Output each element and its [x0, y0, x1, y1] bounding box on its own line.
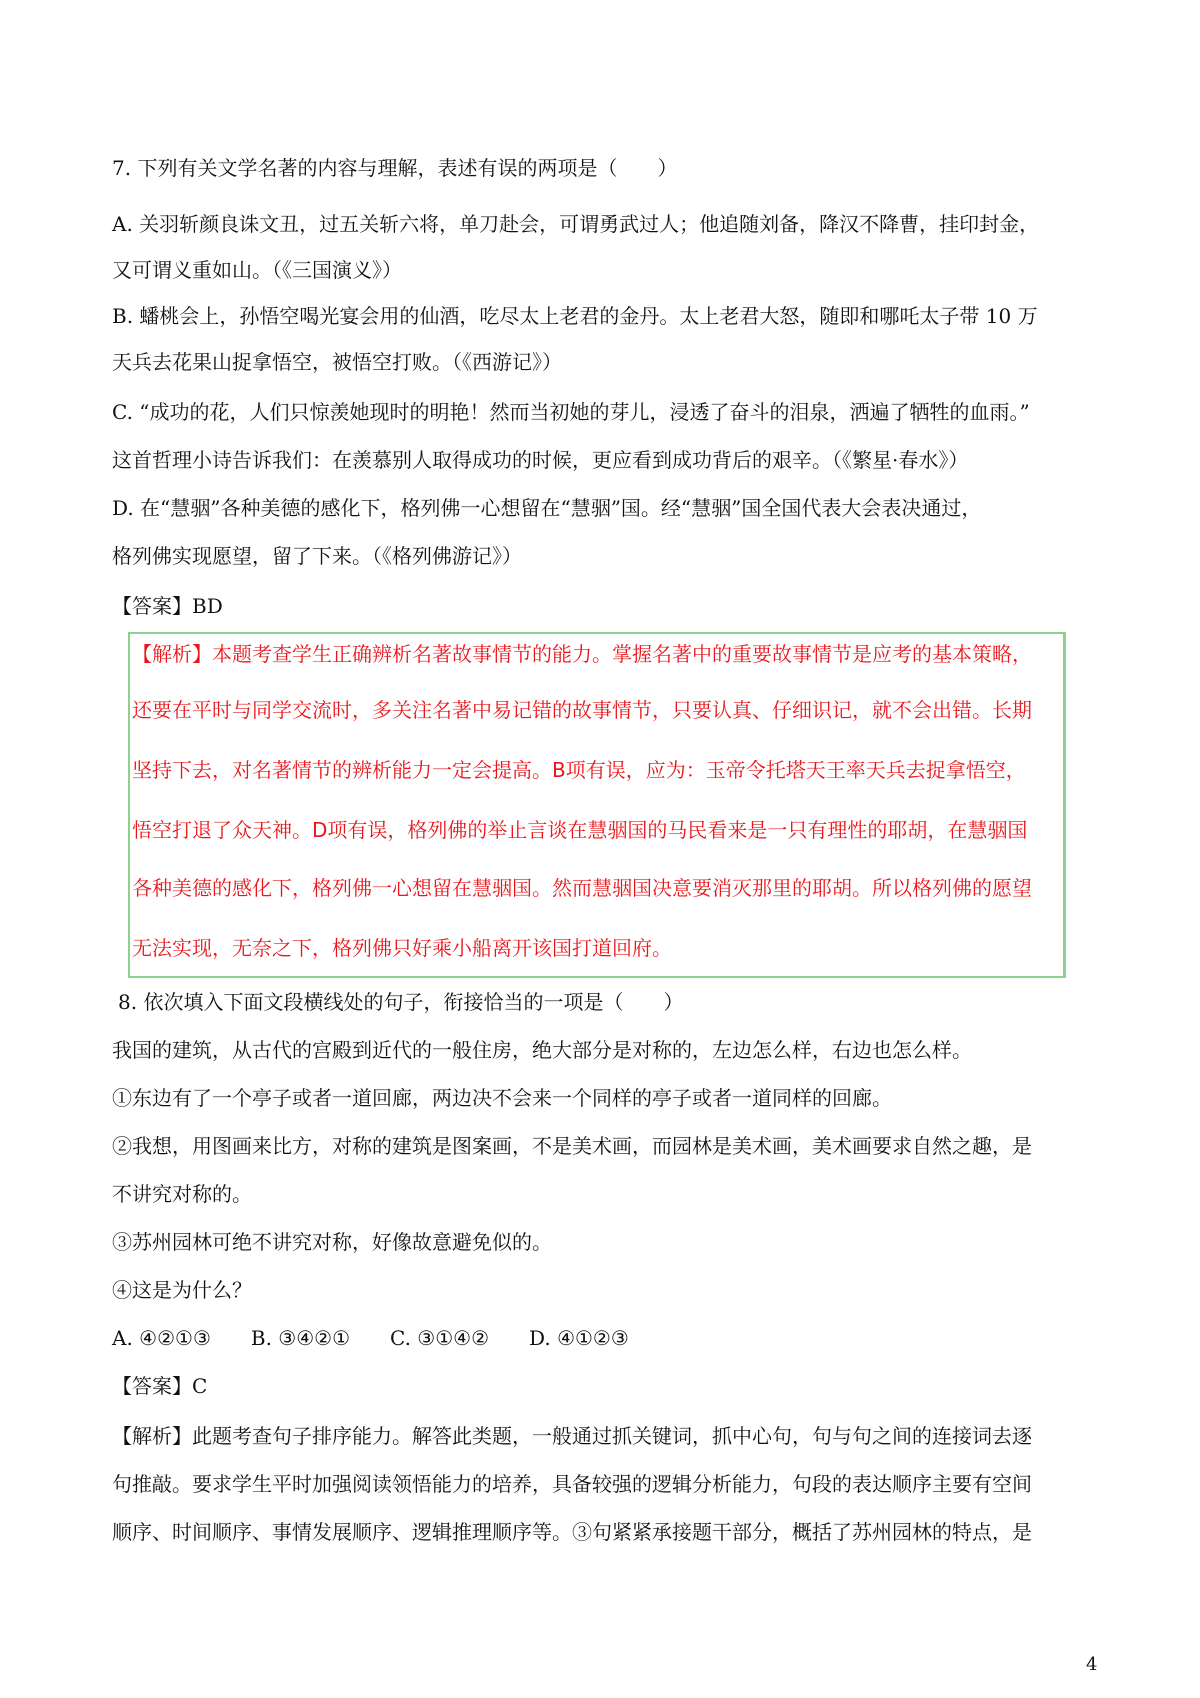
question-7-analysis-box	[128, 632, 1066, 978]
question-8-choices: A. ④②①③ B. ③④②① C. ③①④② D. ④①②③	[112, 1326, 629, 1350]
question-7-analysis-line: 【解析】本题考查学生正确辨析名著故事情节的能力。掌握名著中的重要故事情节是应考的基本策略，	[132, 642, 1032, 666]
question-7-analysis-line: 还要在平时与同学交流时，多关注名著中易记错的故事情节，只要认真、仔细识记，就不会出错。长期	[132, 698, 1032, 722]
question-7-option-d-line-2: 格列佛实现愿望，留了下来。（《格列佛游记》）	[112, 544, 522, 568]
question-8-sentence-2-line-1: ②我想，用图画来比方，对称的建筑是图案画，不是美术画，而园林是美术画，美术画要求自然之趣，是	[112, 1134, 1032, 1158]
question-8-sentence-2-line-2: 不讲究对称的。	[112, 1182, 252, 1206]
question-8-sentence-1: ①东边有了一个亭子或者一道回廊，两边决不会来一个同样的亭子或者一道同样的回廊。	[112, 1086, 892, 1110]
question-7-option-a-line-1: A. 关羽斩颜良诛文丑，过五关斩六将，单刀赴会，可谓勇武过人；他追随刘备，降汉不降曹，挂印封金，	[112, 212, 1040, 236]
question-7-answer: 【答案】BD	[112, 594, 223, 618]
question-7-option-c-line-2: 这首哲理小诗告诉我们：在羡慕别人取得成功的时候，更应看到成功背后的艰辛。（《繁星·春水》）	[112, 448, 969, 472]
question-7-option-d-line-1: D. 在“慧骃”各种美德的感化下，格列佛一心想留在“慧骃”国。经“慧骃”国全国代表大会表决通过，	[112, 496, 982, 520]
question-7-analysis-line: 坚持下去，对名著情节的辨析能力一定会提高。B项有误，应为：玉帝令托塔天王率天兵去捉拿悟空，	[132, 758, 1026, 782]
question-7-stem: 7. 下列有关文学名著的内容与理解，表述有误的两项是（ ）	[112, 156, 678, 180]
question-7-option-a-line-2: 又可谓义重如山。（《三国演义》）	[112, 258, 402, 282]
question-7-option-b-line-1: B. 蟠桃会上，孙悟空喝光宴会用的仙酒，吃尽太上老君的金丹。太上老君大怒，随即和哪吒太子带 10 万	[112, 304, 1038, 328]
question-7-analysis-line: 无法实现，无奈之下，格列佛只好乘小船离开该国打道回府。	[132, 936, 672, 960]
question-7-option-b-line-2: 天兵去花果山捉拿悟空，被悟空打败。（《西游记》）	[112, 350, 562, 374]
question-8-analysis-line-3: 顺序、时间顺序、事情发展顺序、逻辑推理顺序等。③句紧紧承接题干部分，概括了苏州园林的特点，是	[112, 1520, 1032, 1544]
question-8-analysis-line-2: 句推敲。要求学生平时加强阅读领悟能力的培养，具备较强的逻辑分析能力，句段的表达顺序主要有空间	[112, 1472, 1032, 1496]
question-8-sentence-4: ④这是为什么？	[112, 1278, 252, 1302]
question-7-analysis-line: 悟空打退了众天神。D项有误，格列佛的举止言谈在慧骃国的马民看来是一只有理性的耶胡，在慧骃国	[132, 818, 1028, 842]
page-number: 4	[1086, 1654, 1098, 1675]
question-7-option-c-line-1: C. “成功的花，人们只惊羡她现时的明艳！然而当初她的芽儿，浸透了奋斗的泪泉，洒遍了牺牲的血雨。”	[112, 400, 1030, 424]
question-7-analysis-line: 各种美德的感化下，格列佛一心想留在慧骃国。然而慧骃国决意要消灭那里的耶胡。所以格列佛的愿望	[132, 876, 1032, 900]
question-8-answer: 【答案】C	[112, 1374, 208, 1398]
question-8-analysis-line-1: 【解析】此题考查句子排序能力。解答此类题，一般通过抓关键词，抓中心句，句与句之间的连接词去逐	[112, 1424, 1032, 1448]
question-8-sentence-3: ③苏州园林可绝不讲究对称，好像故意避免似的。	[112, 1230, 552, 1254]
question-8-stem: 8. 依次填入下面文段横线处的句子，衔接恰当的一项是（ ）	[118, 990, 684, 1014]
question-8-passage: 我国的建筑，从古代的宫殿到近代的一般住房，绝大部分是对称的，左边怎么样，右边也怎么样。	[112, 1038, 972, 1062]
